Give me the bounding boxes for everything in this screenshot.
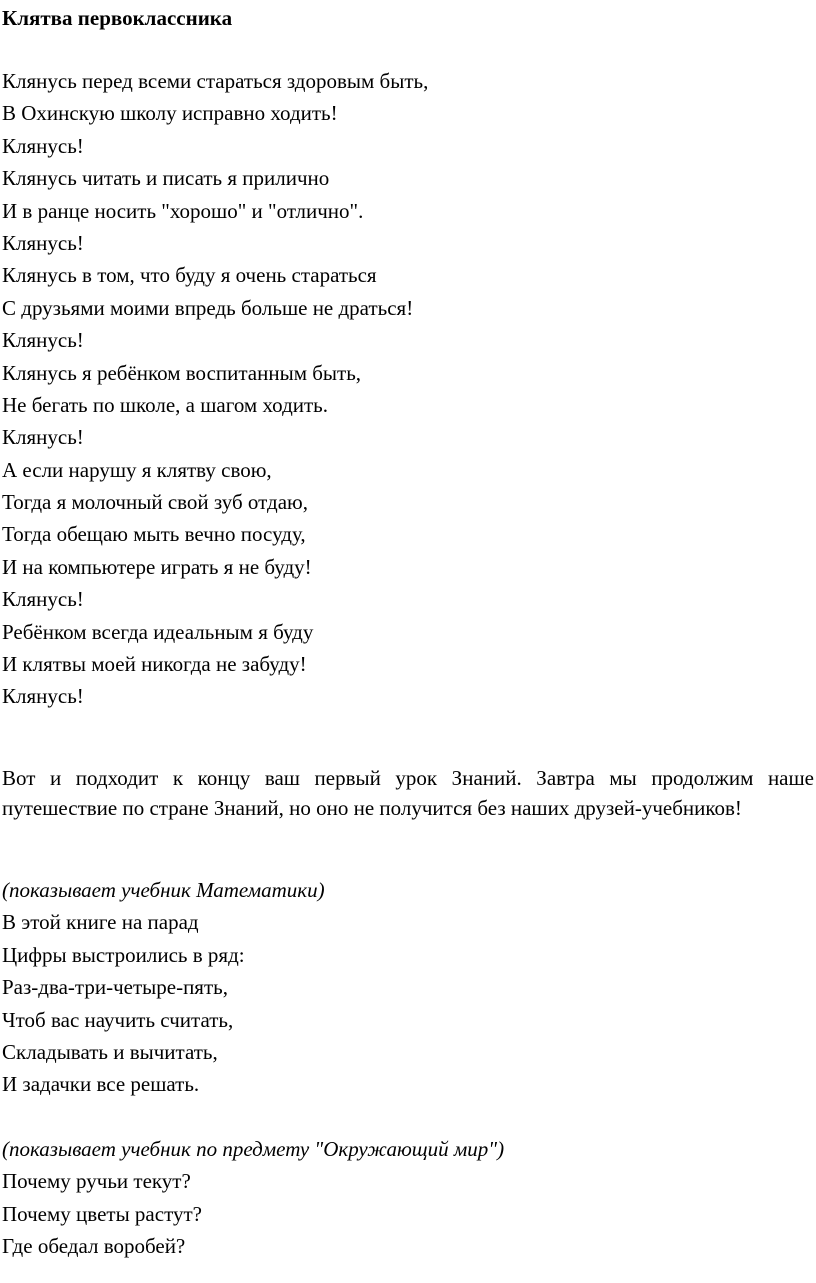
world-textbook-block (2, 1133, 504, 1263)
poem-line: В Охинскую школу исправно ходить! (2, 101, 338, 126)
poem-line: Клянусь я ребёнком воспитанным быть, (2, 360, 362, 385)
oath-poem (2, 65, 428, 713)
poem-line: Тогда я молочный свой зуб отдаю, (2, 490, 308, 515)
poem-line: А если нарушу я клятву свою, (2, 457, 272, 482)
verse-line: Складывать и вычитать, (2, 1039, 218, 1064)
verse-line: В этой книге на парад (2, 910, 199, 935)
poem-line: Клянусь! (2, 328, 84, 353)
poem-line: Клянусь! (2, 230, 84, 255)
poem-line: Клянусь! (2, 587, 84, 612)
poem-line: Клянусь! (2, 133, 84, 158)
poem-line: Клянусь в том, что буду я очень стараться (2, 263, 377, 288)
verse-line: Почему ручьи текут? (2, 1169, 191, 1194)
poem-line: Клянусь перед всеми стараться здоровым быть, (2, 69, 429, 93)
math-textbook-block (2, 874, 325, 1101)
stage-direction: (показывает учебник Математики) (2, 878, 325, 902)
poem-line: С друзьями моими впредь больше не драться! (2, 295, 414, 320)
poem-line: Не бегать по школе, а шагом ходить. (2, 392, 328, 417)
poem-line: Клянусь! (2, 425, 84, 450)
verse-line: Чтоб вас научить считать, (2, 1007, 234, 1032)
document-title: Клятва первоклассника (2, 6, 233, 30)
poem-line: Ребёнком всегда идеальным я буду (2, 619, 314, 644)
poem-line: И на компьютере играть я не буду! (2, 554, 312, 579)
poem-line: Клянусь читать и писать я прилично (2, 166, 330, 191)
verse-line: Почему цветы растут? (2, 1201, 202, 1226)
verse-line: И задачки все решать. (2, 1072, 200, 1097)
stage-direction: (показывает учебник по предмету "Окружающий мир") (2, 1137, 505, 1161)
verse-line: Раз-два-три-четыре-пять, (2, 975, 228, 1000)
verse-line: Цифры выстроились в ряд: (2, 942, 245, 967)
poem-line: И клятвы моей никогда не забуду! (2, 652, 307, 677)
poem-line: И в ранце носить "хорошо" и "отлично". (2, 198, 364, 223)
verse-line: Где обедал воробей? (2, 1234, 186, 1259)
poem-line: Клянусь! (2, 684, 84, 709)
poem-line: Тогда обещаю мыть вечно посуду, (2, 522, 306, 547)
intro-paragraph: Вот и подходит к концу ваш первый урок Знаний. Завтра мы продолжим наше путешествие по стране Знаний, но оно не получится без наших друзей-учебников! (2, 766, 814, 820)
